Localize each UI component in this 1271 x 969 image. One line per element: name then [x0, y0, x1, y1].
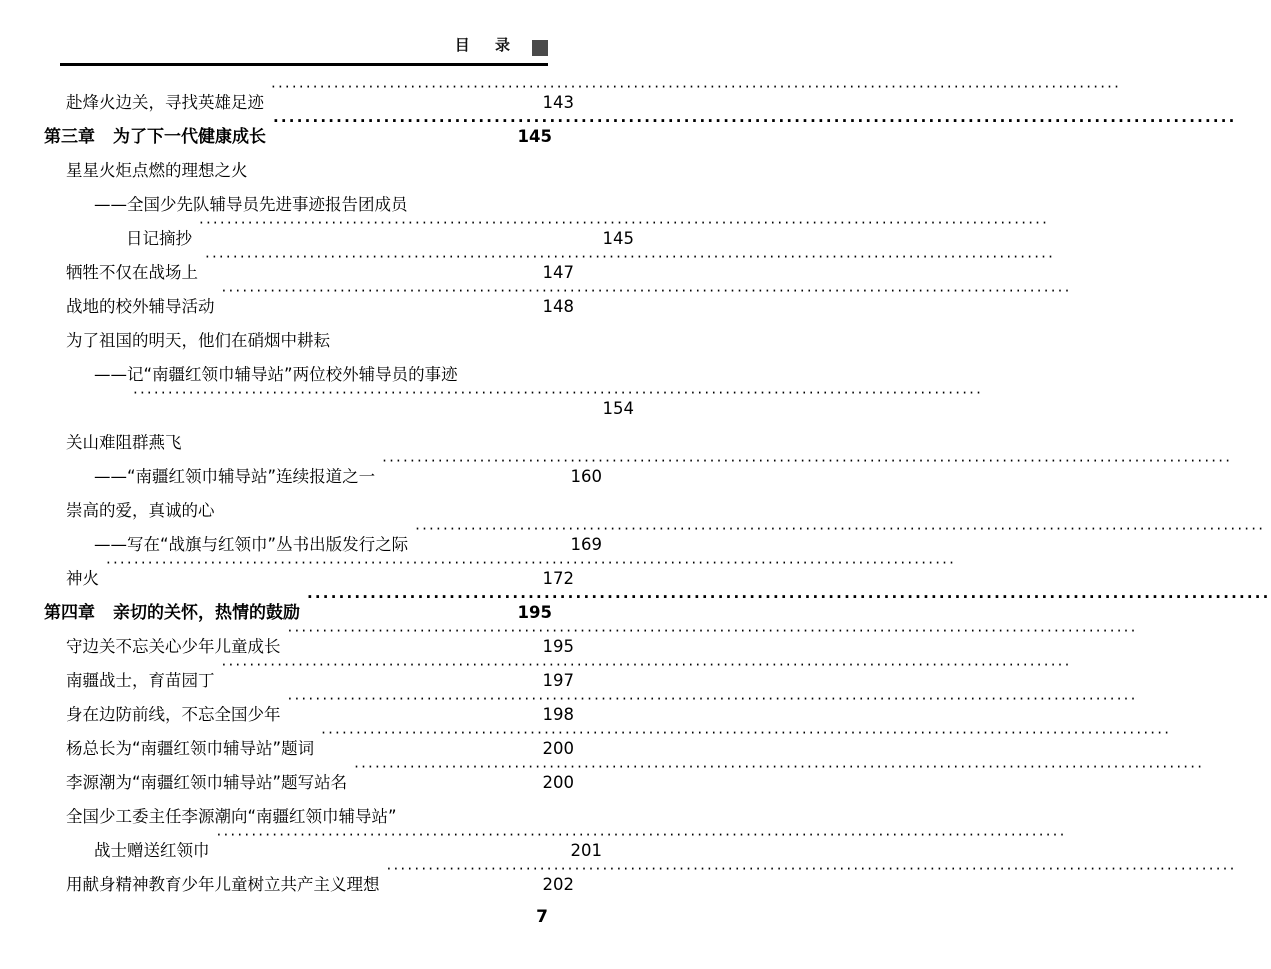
toc-leader-dots	[387, 874, 534, 891]
toc-entry-label: 守边关不忘关心少年儿童成长	[66, 637, 281, 656]
toc-entry-label: 赴烽火边关，寻找英雄足迹	[66, 93, 264, 112]
toc-entry-label: 战地的校外辅导活动	[66, 297, 215, 316]
toc-chapter-title: 为了下一代健康成长	[113, 127, 266, 147]
toc-leader-dots	[382, 466, 561, 483]
toc-page-number: 197	[542, 671, 574, 690]
toc-entry-label: 全国少工委主任李源潮向“南疆红领巾辅导站”	[66, 807, 397, 826]
toc-chapter-row[interactable]	[44, 120, 552, 154]
toc-entry-label	[44, 120, 266, 154]
toc-entry-label: 身在边防前线，不忘全国少年	[66, 705, 281, 724]
toc-entry-label: 崇高的爱，真诚的心	[66, 501, 215, 520]
toc-entry-row[interactable]	[44, 154, 574, 188]
toc-leader-dots	[354, 772, 533, 789]
toc-page-number: 147	[542, 263, 574, 282]
toc-leader-dots	[273, 125, 511, 142]
toc-chapter-number: 第四章	[44, 603, 95, 623]
toc-entry-label: 神火	[66, 569, 99, 588]
toc-entry-label: ——写在“战旗与红领巾”丛书出版发行之际	[94, 535, 409, 554]
toc-entry-row[interactable]	[44, 392, 634, 426]
toc-entry-label: 南疆战士，育苗园丁	[66, 671, 215, 690]
toc-page-number: 172	[542, 569, 574, 588]
toc-chapter-title: 亲切的关怀，热情的鼓励	[113, 603, 300, 623]
toc-leader-dots	[222, 296, 534, 313]
toc-page-number: 195	[542, 637, 574, 656]
toc-page-number: 143	[542, 93, 574, 112]
toc-entry-label: ——“南疆红领巾辅导站”连续报道之一	[94, 467, 376, 486]
toc-page-number: 145	[602, 229, 634, 248]
toc-page-number: 202	[542, 875, 574, 894]
toc-entry-label: 牺牲不仅在战场上	[66, 263, 198, 282]
toc-page-number: 154	[602, 399, 634, 418]
toc-entry-label: 日记摘抄	[126, 229, 192, 248]
decorative-block-icon	[532, 40, 548, 56]
toc-entry-row[interactable]	[44, 868, 574, 902]
toc-entry-label: ——记“南疆红领巾辅导站”两位校外辅导员的事迹	[94, 365, 458, 384]
toc-entry-label	[44, 596, 300, 630]
toc-page-number: 201	[570, 841, 602, 860]
header-divider	[60, 63, 548, 66]
toc-entry-row[interactable]	[44, 460, 602, 494]
book-page	[0, 0, 634, 969]
toc-entry-label: 李源潮为“南疆红领巾辅导站”题写站名	[66, 773, 348, 792]
toc-entry-label: 星星火炬点燃的理想之火	[66, 161, 248, 180]
toc-entry-label: 用献身精神教育少年儿童树立共产主义理想	[66, 875, 380, 894]
toc-entry-label: ——全国少先队辅导员先进事迹报告团成员	[94, 195, 408, 214]
toc-entry-row[interactable]	[44, 766, 574, 800]
page-number: 7	[536, 907, 548, 927]
toc-page-number: 169	[570, 535, 602, 554]
toc-entry-row[interactable]	[44, 290, 574, 324]
toc-page-number: 200	[542, 739, 574, 758]
toc-page-number: 148	[542, 297, 574, 316]
toc-leader-dots	[133, 398, 593, 415]
table-of-contents	[44, 86, 634, 902]
toc-entry-label: 关山难阻群燕飞	[66, 433, 182, 452]
page-header	[60, 34, 548, 74]
toc-page-number: 160	[570, 467, 602, 486]
toc-page-number: 145	[517, 127, 552, 146]
toc-entry-label: 为了祖国的明天，他们在硝烟中耕耘	[66, 331, 330, 350]
toc-entry-label: 战士赠送红领巾	[94, 841, 210, 860]
toc-chapter-number: 第三章	[44, 127, 95, 147]
toc-page-number: 198	[542, 705, 574, 724]
toc-entry-row[interactable]	[44, 324, 574, 358]
header-title: 目 录	[454, 36, 520, 54]
toc-page-number: 195	[517, 603, 552, 622]
toc-page-number: 200	[542, 773, 574, 792]
toc-entry-label: 杨总长为“南疆红领巾辅导站”题词	[66, 739, 315, 758]
